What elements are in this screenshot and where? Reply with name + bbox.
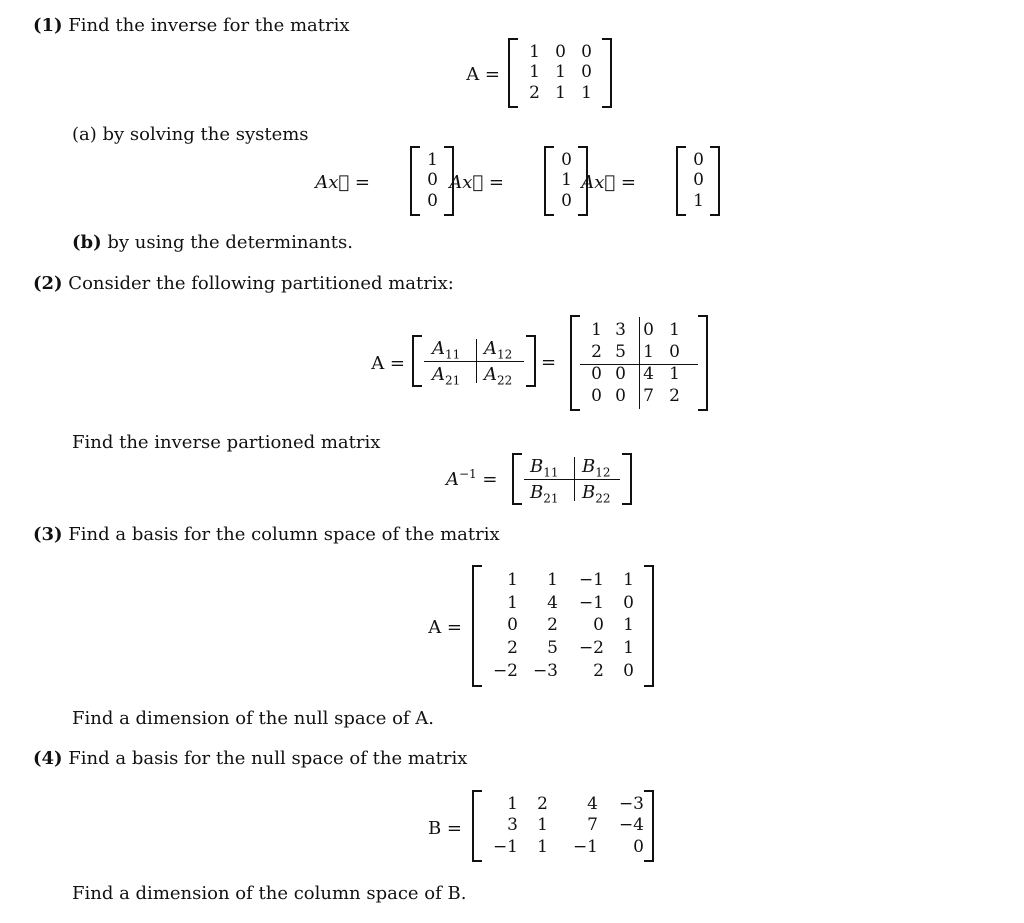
block-b11: $B_{11}$ [530, 456, 559, 480]
matrix-cell: 4 [643, 363, 654, 384]
question-text: Find a basis for the column space of the matrix [68, 524, 500, 545]
matrix-cell: 1 [591, 319, 602, 340]
matrix-cell: 1 [537, 836, 548, 857]
matrix-cell: 5 [615, 341, 626, 362]
matrix-a-label: A = [466, 64, 500, 85]
matrix-cell: 0 [593, 615, 604, 636]
matrix-cell: 1 [581, 83, 592, 104]
matrix-cell: 0 [669, 341, 680, 362]
matrix-cell: 0 [643, 319, 654, 340]
matrix-cell: 2 [591, 341, 602, 362]
system-lhs: Ax⃗ = [315, 172, 370, 193]
part-b-label: (b) [72, 232, 102, 253]
matrix-cell: 3 [615, 319, 626, 340]
block-a22: $A_{22}$ [484, 364, 513, 388]
question-text: Find the inverse for the matrix [68, 15, 350, 36]
inverse-label: $A^{-1}$ = [446, 467, 498, 490]
matrix-cell: 1 [529, 41, 540, 62]
matrix-a-q1 [508, 38, 612, 108]
question-number: (3) [33, 524, 63, 545]
matrix-cell: −1 [578, 592, 604, 613]
matrix-b-label: B = [427, 818, 462, 839]
matrix-cell: 0 [591, 385, 602, 406]
matrix-cell: −4 [618, 815, 644, 836]
partition-a-label: A = [371, 353, 405, 374]
matrix-a-q3-label: A = [428, 617, 462, 638]
matrix-cell: 4 [587, 794, 598, 815]
question-3 [33, 524, 500, 545]
matrix-cell: 1 [623, 615, 634, 636]
vector-entry: 0 [427, 191, 438, 212]
matrix-cell: −3 [618, 794, 644, 815]
part-b-line [72, 232, 353, 253]
matrix-cell: 1 [507, 569, 518, 590]
block-b22: $B_{22}$ [582, 482, 611, 506]
question-text: Find a basis for the null space of the matrix [68, 748, 468, 769]
matrix-cell: 0 [581, 62, 592, 83]
vector-entry: 0 [427, 170, 438, 191]
matrix-cell: −2 [492, 661, 518, 682]
matrix-cell: 0 [633, 836, 644, 857]
matrix-cell: 1 [537, 815, 548, 836]
matrix-cell: 0 [555, 41, 566, 62]
matrix-cell: 4 [547, 592, 558, 613]
find-inverse-text: Find the inverse partioned matrix [72, 432, 381, 453]
matrix-cell: 1 [623, 569, 634, 590]
question-text: Consider the following partitioned matrix: [68, 273, 454, 294]
matrix-cell: 0 [623, 661, 634, 682]
matrix-cell: 0 [581, 41, 592, 62]
partitioned-matrix [570, 315, 708, 411]
matrix-cell: 0 [623, 592, 634, 613]
matrix-cell: 1 [555, 62, 566, 83]
matrix-cell: 2 [669, 385, 680, 406]
block-a12: $A_{12}$ [484, 338, 513, 362]
column-space-dim-text: Find a dimension of the column space of B. [72, 883, 467, 904]
system-lhs: Ax⃗ = [449, 172, 504, 193]
matrix-cell: 0 [507, 615, 518, 636]
block-a11: $A_{11}$ [432, 338, 461, 362]
matrix-cell: −1 [578, 569, 604, 590]
matrix-cell: 1 [507, 794, 518, 815]
block-b21: $B_{21}$ [530, 482, 559, 506]
equals-sign: = [541, 352, 557, 373]
matrix-cell: 1 [555, 83, 566, 104]
matrix-cell: 2 [529, 83, 540, 104]
question-2 [33, 273, 454, 294]
matrix-cell: 2 [507, 638, 518, 659]
matrix-cell: 0 [591, 363, 602, 384]
matrix-cell: 1 [547, 569, 558, 590]
matrix-cell: −1 [572, 836, 598, 857]
null-space-dim-text: Find a dimension of the null space of A. [72, 708, 435, 729]
vector-entry: 0 [693, 170, 704, 191]
vector-entry: 1 [693, 191, 704, 212]
block-b12: $B_{12}$ [582, 456, 611, 480]
question-number: (4) [33, 748, 63, 769]
matrix-cell: 5 [547, 638, 558, 659]
system-lhs: Ax⃗ = [581, 172, 636, 193]
vector-entry: 0 [561, 191, 572, 212]
matrix-b [472, 790, 654, 862]
matrix-cell: 1 [643, 341, 654, 362]
matrix-cell: −2 [578, 638, 604, 659]
matrix-cell: 0 [615, 363, 626, 384]
question-number: (2) [33, 273, 63, 294]
question-number: (1) [33, 15, 63, 36]
vector-entry: 1 [427, 149, 438, 170]
matrix-cell: 1 [669, 319, 680, 340]
vector-entry: 0 [693, 149, 704, 170]
matrix-cell: 2 [593, 661, 604, 682]
question-1 [33, 15, 350, 36]
matrix-cell: 1 [507, 592, 518, 613]
block-matrix-a [412, 335, 536, 387]
matrix-cell: 7 [643, 385, 654, 406]
part-a-label: (a) by solving the systems [72, 124, 309, 145]
rhs-vector [676, 146, 720, 216]
part-b-text: by using the determinants. [107, 232, 353, 253]
vector-entry: 0 [561, 149, 572, 170]
matrix-a-q3 [472, 565, 654, 687]
matrix-cell: −3 [532, 661, 558, 682]
block-a21: $A_{21}$ [432, 364, 461, 388]
matrix-cell: 2 [547, 615, 558, 636]
matrix-cell: 2 [537, 794, 548, 815]
vector-entry: 1 [561, 170, 572, 191]
block-matrix-b [512, 453, 632, 505]
matrix-cell: 1 [669, 363, 680, 384]
matrix-cell: 3 [507, 815, 518, 836]
matrix-cell: 7 [587, 815, 598, 836]
matrix-cell: 0 [615, 385, 626, 406]
matrix-cell: 1 [623, 638, 634, 659]
matrix-cell: 1 [529, 62, 540, 83]
question-4 [33, 748, 467, 769]
matrix-cell: −1 [492, 836, 518, 857]
